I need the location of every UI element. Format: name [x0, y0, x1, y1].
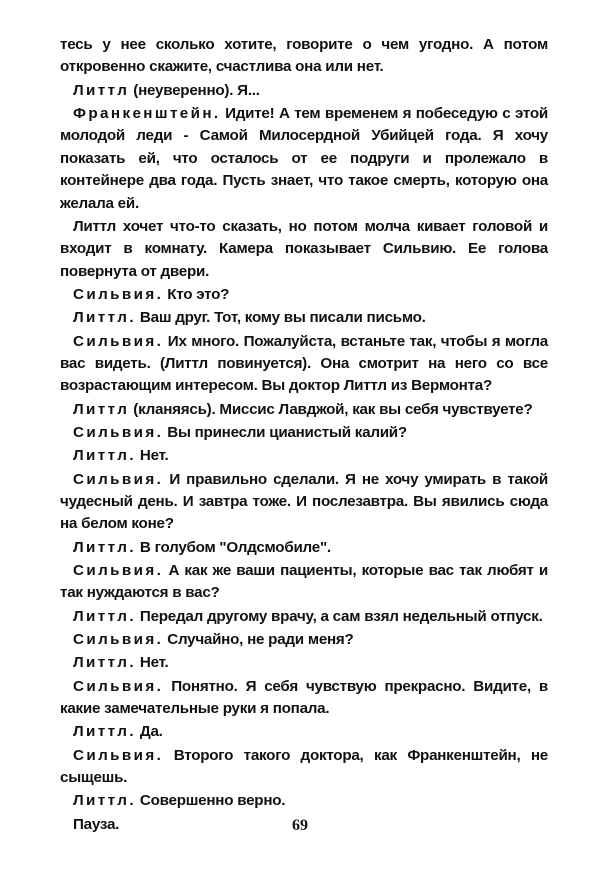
- speaker-name: Франкенштейн.: [73, 105, 221, 122]
- paragraph: [60, 80, 548, 102]
- speaker-name: Литтл.: [73, 654, 136, 672]
- paragraph: [60, 676, 548, 721]
- paragraph-text: Второго такого доктора, как Франкенштейн, не сыщешь.: [60, 746, 548, 787]
- paragraph-text: Совершенно верно.: [135, 792, 286, 810]
- paragraph-text: В голубом "Олдсмобиле".: [135, 538, 331, 556]
- paragraph-text: Идите! А тем временем я побеседую с этой молодой леди - Самой Милосердной Убийцей года. Я хочу показать ей, что осталось от ее подруги и пролежало в контейнере два года. Пусть знает, что такое смерть, которую она желала ей.: [60, 105, 548, 212]
- paragraph-text: Пауза.: [73, 815, 120, 833]
- speaker-name: Сильвия.: [73, 746, 164, 764]
- paragraph: [60, 422, 548, 444]
- paragraph: [60, 445, 548, 467]
- paragraph: [60, 560, 548, 605]
- paragraph: [60, 331, 548, 398]
- paragraph-text: Их много. Пожалуйста, встаньте так, чтобы я могла вас видеть. (Литтл повинуется). Она смотрит на него со все возрастающим интересом. Вы доктор Литтл из Вермонта?: [60, 332, 548, 395]
- paragraph: [60, 537, 548, 559]
- speaker-name: Сильвия.: [73, 677, 164, 695]
- paragraph-text: Нет.: [135, 447, 169, 465]
- stage-direction: [60, 216, 548, 283]
- paragraph: [60, 34, 548, 79]
- paragraph: [60, 652, 548, 674]
- speaker-name: Сильвия.: [73, 424, 164, 442]
- paragraph: [60, 790, 548, 812]
- paragraph: [60, 629, 548, 651]
- page-text: [60, 34, 548, 837]
- paragraph: [60, 103, 548, 215]
- speaker-name: Сильвия.: [73, 631, 164, 649]
- speaker-name: Литтл.: [73, 723, 136, 741]
- speaker-name: Литтл.: [73, 792, 136, 810]
- paragraph: [60, 307, 548, 329]
- speaker-name: Литтл.: [73, 538, 136, 556]
- paragraph: [60, 399, 548, 421]
- paragraph-text: Понятно. Я себя чувствую прекрасно. Видите, в какие замечательные руки я попала.: [60, 677, 548, 718]
- speaker-name: Литтл.: [73, 309, 136, 327]
- paragraph: [60, 469, 548, 536]
- paragraph-text: И правильно сделали. Я не хочу умирать в такой чудесный день. И завтра тоже. И послезавтра. Вы явились сюда на белом коне?: [60, 470, 548, 533]
- paragraph: [60, 745, 548, 790]
- paragraph-text: Вы принесли цианистый калий?: [163, 424, 407, 442]
- speaker-name: Литтл: [73, 81, 130, 99]
- speaker-name: Литтл: [73, 400, 130, 418]
- speaker-name: Литтл.: [73, 447, 136, 465]
- paragraph-text: Кто это?: [163, 286, 230, 304]
- paragraph-text: тесь у нее сколько хотите, говорите о чем угодно. А потом откровенно скажите, счастлива она или нет.: [60, 36, 548, 76]
- page-number: 69: [292, 817, 308, 834]
- paragraph-text: Передал другому врачу, а сам взял недельный отпуск.: [135, 607, 543, 625]
- paragraph-text: Ваш друг. Тот, кому вы писали письмо.: [135, 309, 426, 327]
- paragraph-text: (неуверенно). Я...: [129, 81, 260, 99]
- paragraph-text: Случайно, не ради меня?: [163, 631, 354, 649]
- paragraph-text: Литтл хочет что-то сказать, но потом молча кивает головой и входит в комнату. Камера показывает Сильвию. Ее голова повернута от двери.: [60, 217, 548, 280]
- speaker-name: Сильвия.: [73, 286, 164, 304]
- paragraph-text: Да.: [135, 723, 163, 741]
- speaker-name: Сильвия.: [73, 470, 164, 488]
- paragraph-text: (кланяясь). Миссис Лавджой, как вы себя чувствуете?: [129, 400, 533, 418]
- paragraph-text: А как же ваши пациенты, которые вас так любят и так нуждаются в вас?: [60, 562, 548, 602]
- speaker-name: Сильвия.: [73, 332, 164, 350]
- paragraph-text: Нет.: [135, 654, 169, 672]
- paragraph: [60, 721, 548, 743]
- speaker-name: Сильвия.: [73, 562, 164, 580]
- paragraph: [60, 606, 548, 628]
- paragraph: [60, 284, 548, 306]
- speaker-name: Литтл.: [73, 607, 136, 625]
